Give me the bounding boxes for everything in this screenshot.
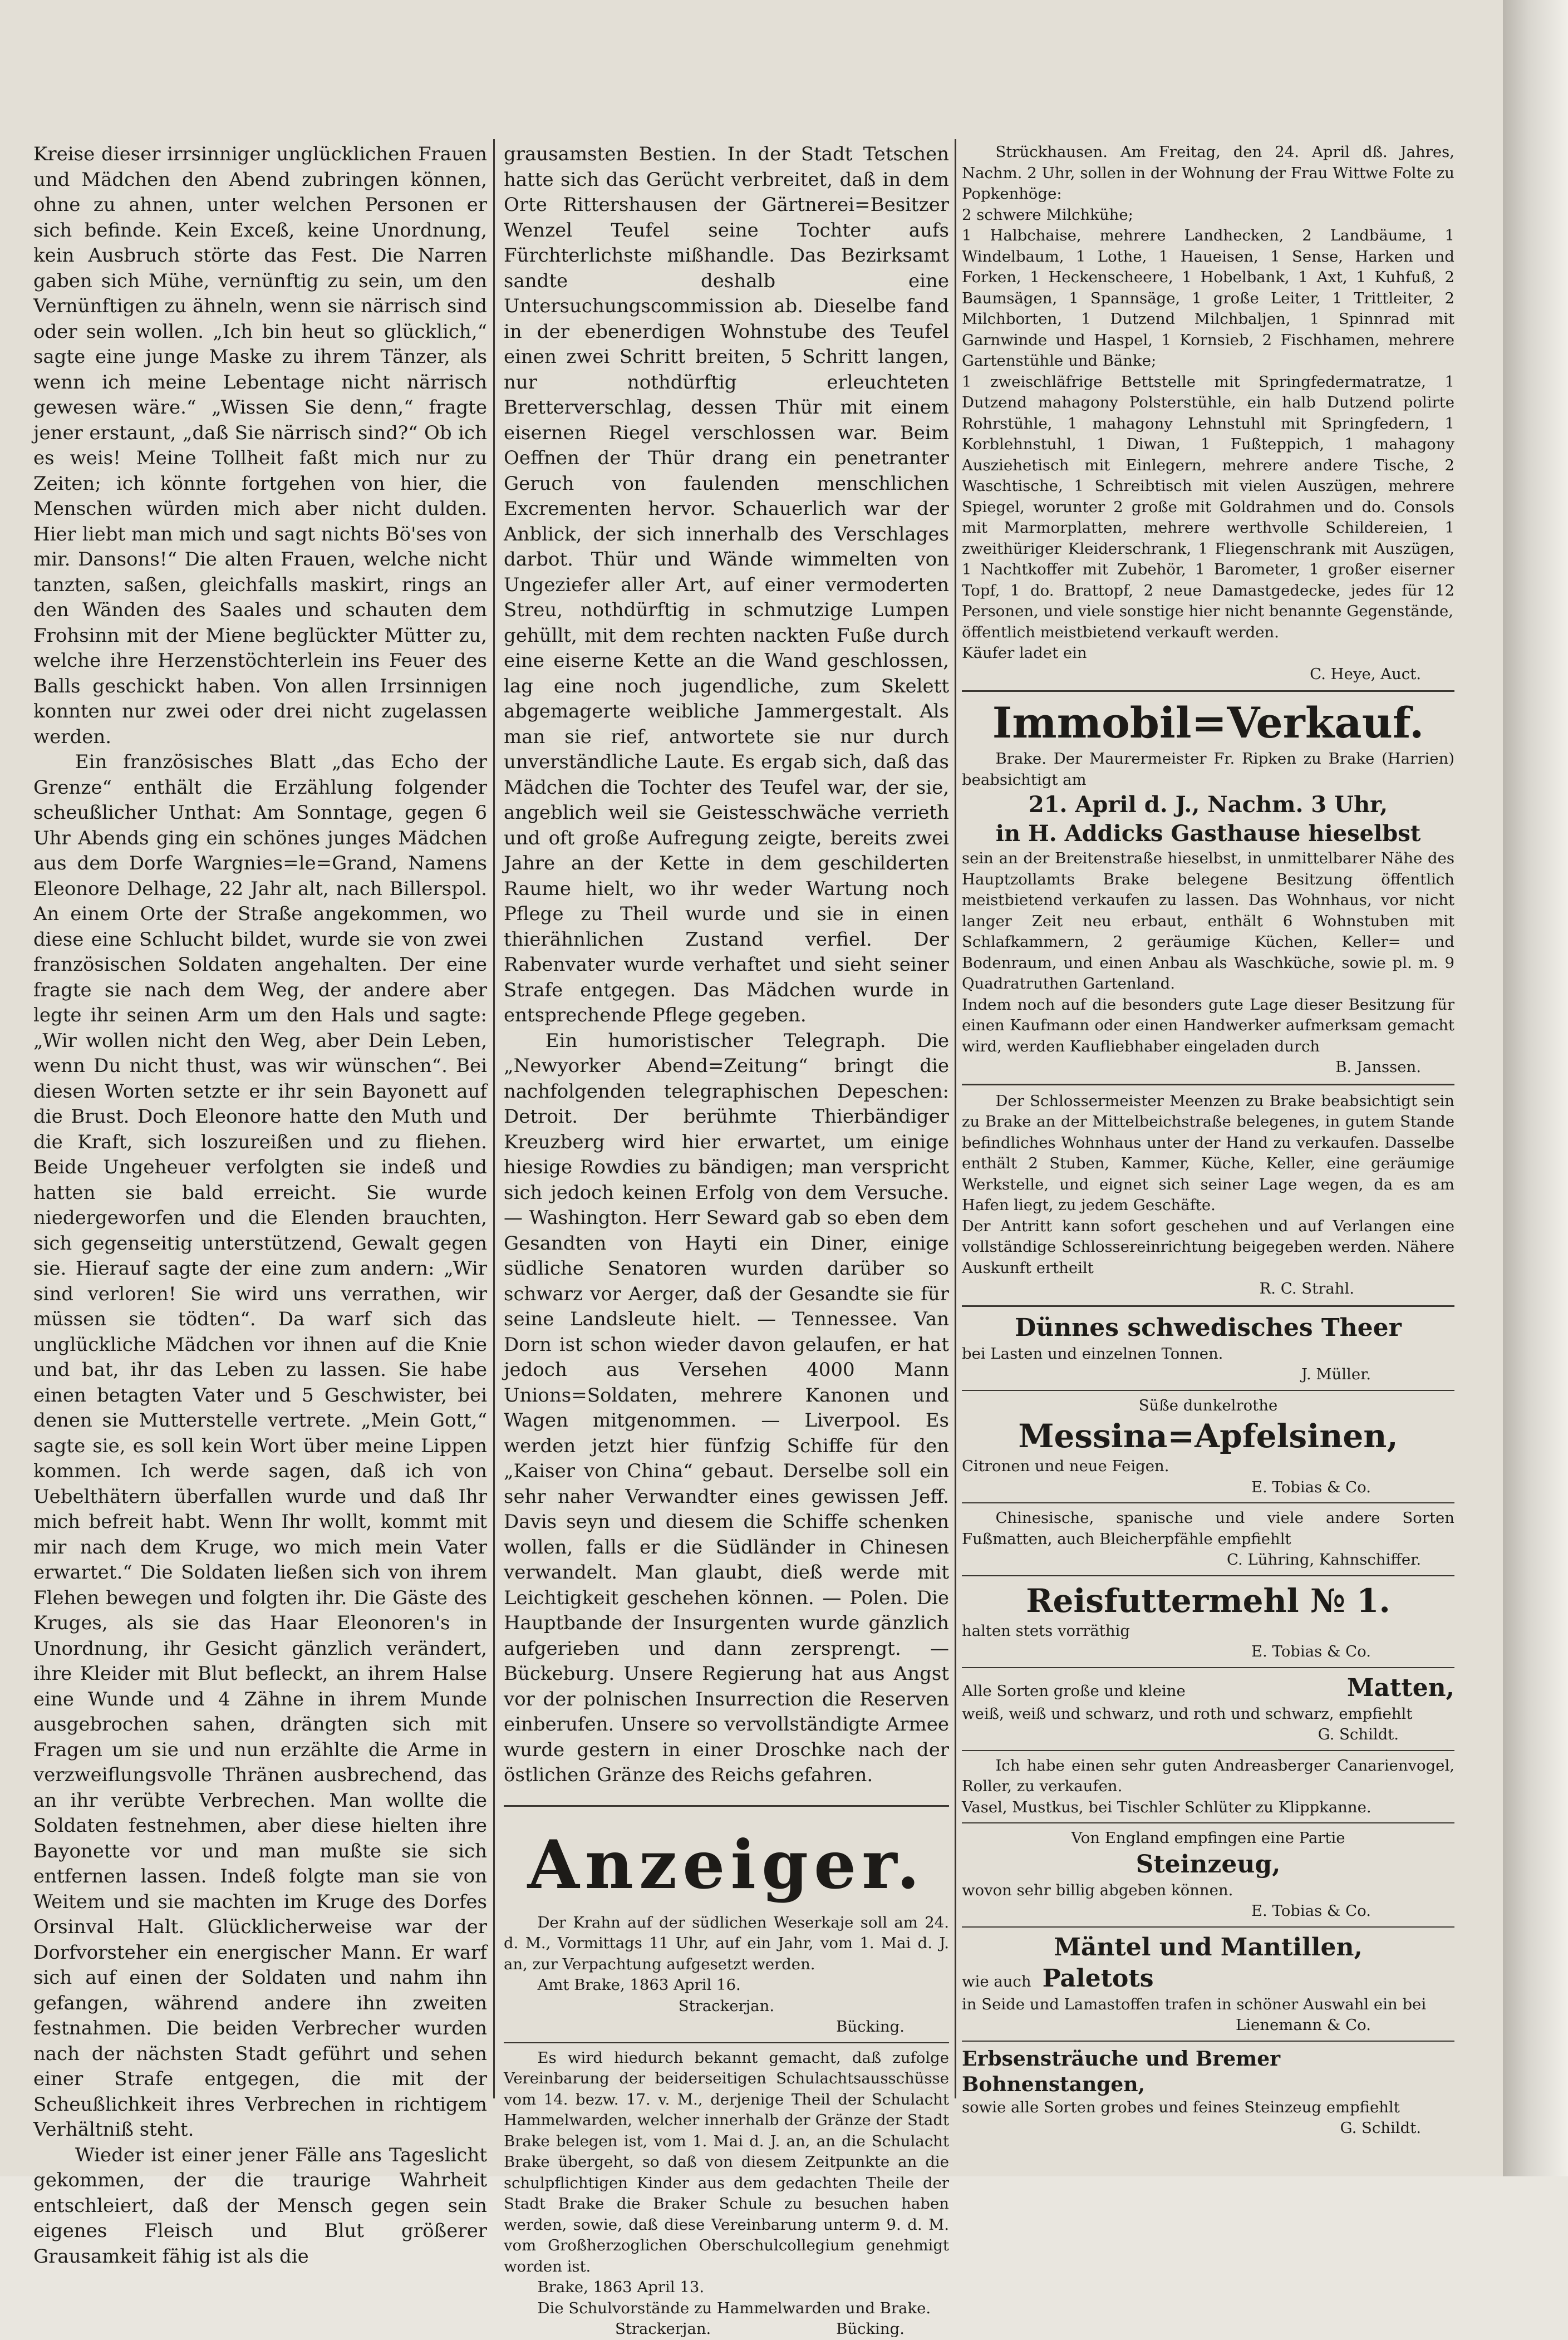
ad-mantel xyxy=(962,1932,1454,2036)
ad-signature: B. Janssen. xyxy=(1335,1058,1421,1076)
ad-signature: G. Schildt. xyxy=(1340,2119,1421,2137)
ad-text: Brake. Der Maurermeister Fr. Ripken zu Brake (Harrien) beabsichtigt am xyxy=(962,750,1454,789)
ad-schulacht xyxy=(504,2048,949,2340)
ad-heading: Reisfuttermehl № 1. xyxy=(1026,1581,1390,1620)
ad-rule xyxy=(504,2042,949,2043)
ad-signer: Bücking. xyxy=(836,2018,905,2036)
article-paragraph: Ein französisches Blatt „das Echo der Grenze“ enthält die Erzählung folgender scheußlicher Unthat: Am Sonntage, gegen 6 Uhr Abends ging ein schönes junges Mädchen aus dem Dorfe Wargnies=le=Grand, Namens Eleonore Delhage, 22 Jahr alt, nach Billerspol. An einem Orte der Straße angekommen, wo diese eine Schlucht bildet, wurde sie von zwei französischen Soldaten angehalten. Der eine fragte sie nach dem Weg, der andere aber legte ihr seinen Arm um den Hals und sagte: „Wir wollen nicht den Weg, aber Dein Leben, wenn Du nicht thust, was wir wünschen“. Bei diesen Worten setzte er ihr sein Bayonett auf die Brust. Doch Eleonore hatte den Muth und die Kraft, sich loszureißen und zu fliehen. Beide Ungeheuer verfolgten sie indeß und hatten sie bald erreicht. Sie wurde niedergeworfen und die Elenden brauchten, sich gegenseitig unterstützend, Gewalt gegen sie. Hierauf sagte der eine zum andern: „Wir sind verloren! Sie wird uns verrathen, wir müssen sie tödten“. Da warf sich das unglückliche Mädchen vor ihnen auf die Knie und bat, ihr das Leben zu lassen. Sie habe einen betagten Vater und 5 Geschwister, bei denen sie Mutterstelle vertrete. „Mein Gott,“ sagte sie, es soll kein Wort über meine Lippen kommen. Ich werde sagen, daß ich von Uebelthätern überfallen wurde und daß Ihr mich befreit habt. Wenn Ihr wollt, kommt mit mir nach dem Kruge, wo mich mein Vater erwartet.“ Die Soldaten ließen sich von ihrem Flehen bewegen und folgten ihr. Die Gäste des Kruges, als sie das Haar Eleonoren's in Unordnung, ihr Gesicht gänzlich verändert, ihre Kleider mit Blut befleckt, an ihrem Halse eine Wunde und 4 Zähne in ihrem Munde ausgebrochen sahen, drängten sich mit Fragen um sie und nun erzählte die Arme in verzweiflungsvolle Thränen ausbrechend, das an ihr verübte Verbrechen. Man wollte die Soldaten festnehmen, aber diese hielten ihre Bayonette vor und man mußte sie sich entfernen lassen. Indeß folgte man sie von Weitem und sie machten im Kruge des Dorfes Orsinval Halt. Glücklicherweise war der Dorfvorsteher ein energischer Mann. Er warf sich auf einen der Soldaten und nahm ihn gefangen, während andere ihn zweiten festnahmen. Die beiden Verbrecher wurden nach der nächsten Stadt geführt und sehen einer Strafe entgegen, die mit der Scheußlichkeit ihres Verbrechen in richtigem Verhältniß steht. xyxy=(33,751,487,2141)
ad-messina xyxy=(962,1395,1454,1498)
ad-text: halten stets vorräthig xyxy=(962,1621,1130,1640)
ad-matten xyxy=(962,1673,1454,1746)
ad-text: weiß, weiß und schwarz, und roth und schwarz, empfiehlt xyxy=(962,1704,1413,1723)
ad-text: in Seide und Lamastoffen trafen in schöner Auswahl ein bei xyxy=(962,1995,1427,2013)
ad-pretext: Alle Sorten große und kleine xyxy=(962,1682,1186,1700)
ad-auction xyxy=(962,142,1454,685)
ad-signature: R. C. Strahl. xyxy=(1259,1280,1354,1297)
ad-schlosser xyxy=(962,1091,1454,1300)
ad-rule xyxy=(962,1750,1454,1751)
ad-heading: Matten, xyxy=(1346,1673,1454,1702)
column-rule-right xyxy=(955,139,956,2098)
ad-rule xyxy=(962,2041,1454,2042)
ad-place-date: Brake, 1863 April 13. xyxy=(537,2278,705,2296)
article-paragraph: Wieder ist einer jener Fälle ans Tageslicht gekommen, der die traurige Wahrheit entschleiert, daß der Mensch gegen sein eigenes Fleisch und Blut größerer Grausamkeit fähig ist als die xyxy=(33,2144,487,2268)
ad-steinzeug xyxy=(962,1828,1454,1922)
ad-text: Der Schlossermeister Meenzen zu Brake beabsichtigt sein zu Brake an der Mittelbeichstraße belegenes, in gutem Stande befindliches Wohnhaus unter der Hand zu verkaufen. Dasselbe enthält 2 Stuben, Kammer, Küche, Keller, eine geräumige Werkstelle, und eignet sich seiner Lage wegen, da es am Hafen liegt, zu jedem Geschäfte. Der Antritt kann sofort geschehen und auf Verlangen eine vollständige Schlossereinrichtung beigegeben werden. Nähere Auskunft ertheilt xyxy=(962,1092,1454,1277)
ad-text: bei Lasten und einzelnen Tonnen. xyxy=(962,1344,1223,1363)
section-rule xyxy=(504,1805,949,1807)
ad-text: wovon sehr billig abgeben können. xyxy=(962,1881,1233,1899)
ad-pretext: wie auch xyxy=(962,1972,1031,1990)
ad-text: sein an der Breitenstraße hieselbst, in unmittelbarer Nähe des Hauptzollamts Brake belegene Besitzung öffentlich meistbietend verkaufen zu lassen. Das Wohnhaus, vor nicht langer Zeit neu erbaut, enthält 6 Wohnstuben mit Schlafkammern, 2 geräumige Küchen, Keller= und Bodenraum, und einen Anbau als Waschküche, sowie pl. m. 9 Quadratruthen Gartenland. Indem noch auf die besonders gute Lage dieser Besitzung für einen Kaufmann oder einen Handwerker aufmerksam gemacht wird, werden Kaufliebhaber eingeladen durch xyxy=(962,849,1454,1055)
ad-text: sowie alle Sorten grobes und feines Steinzeug empfiehlt xyxy=(962,2098,1400,2116)
ad-signature: Lienemann & Co. xyxy=(1235,2016,1371,2034)
ad-heading: Paletots xyxy=(1042,1964,1154,1993)
ad-fussmatten xyxy=(962,1508,1454,1571)
ad-reisfuttermehl xyxy=(962,1581,1454,1663)
ad-date-line: 21. April d. J., Nachm. 3 Uhr, xyxy=(1028,792,1388,818)
ad-rule xyxy=(962,1926,1454,1928)
ad-canarienvogel xyxy=(962,1756,1454,1818)
ad-signers: Die Schulvorstände zu Hammelwarden und Brake. xyxy=(537,2299,931,2317)
ad-erbsen xyxy=(962,2046,1454,2139)
ad-place-date: Amt Brake, 1863 April 16. xyxy=(537,1976,741,1994)
ad-text: Ich habe einen sehr guten Andreasberger Canarienvogel, Roller, zu verkaufen. xyxy=(962,1756,1454,1795)
article-paragraph: grausamsten Bestien. In der Stadt Tetschen hatte sich das Gerücht verbreitet, daß in dem Orte Rittershausen der Gärtnerei=Besitzer Wenzel Teufel seine Tochter aufs Fürchterlichste mißhandle. Das Bezirksamt sandte deshalb eine Untersuchungscommission ab. Dieselbe fand in der ebenerdigen Wohnstube des Teufel einen zwei Schritt breiten, 5 Schritt langen, nur nothdürftig erleuchteten Bretterverschlag, dessen Thür mit einem eisernen Riegel verschlossen war. Beim Oeffnen der Thür drang ein penetranter Geruch von faulenden menschlichen Excrementen hervor. Schauerlich war der Anblick, der sich innerhalb des Verschlages darbot. Thür und Wände wimmelten von Ungeziefer aller Art, auf einer vermoderten Streu, nothdürftig in schmutzige Lumpen gehüllt, mit dem rechten nackten Fuße durch eine eiserne Kette an die Wand geschlossen, lag eine noch jugendliche, zum Skelett abgemagerte weibliche Jammergestalt. Als man sie rief, antwortete sie nur durch unverständliche Laute. Es ergab sich, daß das Mädchen die Tochter des Teufel war, der sie, angeblich weil sie Geistesschwäche verrieth und oft große Aufregung zeigte, bereits zwei Jahre an der Kette in dem geschilderten Raume hielt, wo ihr weder Wartung noch Pflege zu Theil wurde und sie in einen thierähnlichen Zustand verfiel. Der Rabenvater wurde verhaftet und sieht seiner Strafe entgegen. Das Mädchen wurde in entsprechende Pflege gegeben. xyxy=(504,143,949,1026)
ad-text: Chinesische, spanische und viele andere Sorten Fußmatten, auch Bleicherpfähle empfiehlt xyxy=(962,1509,1454,1548)
ad-heading: Dünnes schwedisches Theer xyxy=(1015,1313,1402,1342)
ad-signature: E. Tobias & Co. xyxy=(1251,1478,1371,1496)
ad-signature: E. Tobias & Co. xyxy=(1251,1643,1371,1660)
page-edge xyxy=(1503,0,1568,2176)
ad-rule xyxy=(962,1084,1454,1085)
ad-text: Strückhausen. Am Freitag, den 24. April dß. Jahres, Nachm. 2 Uhr, sollen in der Wohnung der Frau Wittwe Folte zu Popkenhöge: 2 schwere Milchkühe; 1 Halbchaise, mehrere Landhecken, 2 Landbäume, 1 Windelbaum, 1 Lothe, 1 Haueisen, 1 Sense, Harken und Forken, 1 Heckenscheere, 1 Hobelbank, 1 Axt, 1 Kuhfuß, 2 Baumsägen, 1 Spannsäge, 1 große Leiter, 1 Trittleiter, 2 Milchborten, 1 Dutzend Milchbaljen, 1 Spinnrad mit Garnwinde und Haspel, 1 Kornsieb, 2 Fischhamen, mehrere Gartenstühle und Bänke; 1 zweischläfrige Bettstelle mit Springfedermatratze, 1 Dutzend mahagony Polsterstühle, ein halb Dutzend polirte Rohrstühle, 1 mahagony Lehnstuhl mit Springfedern, 1 Korblehnstuhl, 1 Diwan, 1 Fußteppich, 1 mahagony Ausziehetisch mit Einlegern, mehrere andere Tische, 2 Waschtische, 1 Schreibtisch mit vielen Auszügen, mehrere Spiegel, worunter 2 große mit Goldrahmen und do. Consols mit Marmorplatten, mehrere werthvolle Schildereien, 1 zweithüriger Kleiderschrank, 1 Fliegenschrank mit Auszügen, 1 Nachtkoffer mit Zubehör, 1 Barometer, 1 großer eiserner Topf, 1 do. Brattopf, 2 neue Damastgedecke, jedes für 12 Personen, und viele sonstige hier nicht benannte Gegenstände, öffentlich meistbietend verkauft werden. Käufer ladet ein xyxy=(962,143,1454,662)
ad-signer: Strackerjan. xyxy=(678,1997,775,2015)
ad-pretext: Süße dunkelrothe xyxy=(1138,1396,1278,1414)
ad-text: Es wird hiedurch bekannt gemacht, daß zufolge Vereinbarung der beiderseitigen Schulachtsausschüsse vom 14. bezw. 17. v. M., derjenige Theil der Schulacht Hammelwarden, welcher innerhalb der Gränze der Stadt Brake belegen ist, vom 1. Mai d. J. an, an die Schulacht Brake übergeht, so daß von diesem Zeitpunkte an die schulpflichtigen Kinder aus dem gedachten Theile der Stadt Brake die Braker Schule zu besuchen haben werden, sowie, daß diese Vereinbarung unterm 9. d. M. vom Großherzoglichen Oberschulcollegium genehmigt worden ist. xyxy=(504,2048,949,2275)
column-2 xyxy=(504,142,949,2340)
ad-pretext: Von England empfingen eine Partie xyxy=(1071,1829,1345,1847)
ad-rule xyxy=(962,1822,1454,1823)
ad-text: Citronen und neue Feigen. xyxy=(962,1457,1169,1475)
article-paragraph: Kreise dieser irrsinniger unglücklichen Frauen und Mädchen den Abend zubringen können, ohne zu ahnen, unter welchen Personen er sich befinde. Kein Exceß, keine Unordnung, kein Ausbruch störte das Fest. Die Narren gaben sich Mühe, vernünftig zu sein, um den Vernünftigen zu ähneln, wenn sie närrisch sind oder sein wollen. „Ich bin heut so glücklich,“ sagte eine junge Maske zu ihrem Tänzer, als wenn ich meine Lebentage nicht närrisch gewesen wäre.“ „Wissen Sie denn,“ fragte jener erstaunt, „daß Sie närrisch sind?“ Ob ich es weis! Meine Tollheit faßt mich nur zu Zeiten; ich könnte fortgehen von hier, die Menschen würden mich aber nicht dulden. Hier liebt man mich und sagt nichts Bö'ses von mir. Dansons!“ Die alten Frauen, welche nicht tanzten, saßen, gleichfalls maskirt, rings an den Wänden des Saales und schauten dem Frohsinn mit der Miene beglückter Mütter zu, welche ihre Herzenstöchterlein ins Feuer des Balls geschickt haben. Von allen Irrsinnigen konnten nur zwei oder drei nicht zugelassen werden. xyxy=(33,143,487,748)
ad-rule xyxy=(962,1575,1454,1576)
ad-heading: Immobil=Verkauf. xyxy=(992,698,1424,748)
ad-signature: J. Müller. xyxy=(1301,1365,1371,1383)
ad-rule xyxy=(962,690,1454,692)
ad-signer: Bücking. xyxy=(836,2320,905,2338)
ad-rule xyxy=(962,1667,1454,1668)
ad-rule xyxy=(962,1502,1454,1503)
ad-heading: Mäntel und Mantillen, xyxy=(1054,1933,1363,1962)
column-3 xyxy=(962,142,1454,2139)
ad-signature: E. Tobias & Co. xyxy=(1251,1902,1371,1920)
ad-rule xyxy=(962,1390,1454,1391)
ad-signature: Vasel, Mustkus, bei Tischler Schlüter zu Klippkanne. xyxy=(962,1798,1372,1816)
ad-signature: C. Lühring, Kahnschiffer. xyxy=(1226,1551,1421,1569)
ad-heading: Steinzeug, xyxy=(1136,1850,1281,1879)
ad-date-line: in H. Addicks Gasthause hieselbst xyxy=(995,820,1421,847)
ad-krahn xyxy=(504,1913,949,2038)
ad-rule xyxy=(962,1305,1454,1307)
ad-heading-row xyxy=(962,1963,1454,1994)
ad-heading-row xyxy=(962,1673,1454,1704)
ad-heading: Erbsensträuche und Bremer Bohnenstangen, xyxy=(962,2047,1281,2096)
ad-signer-row xyxy=(504,2319,949,2340)
anzeiger-heading: Anzeiger. xyxy=(527,1825,926,1904)
ad-heading: Messina=Apfelsinen, xyxy=(1018,1417,1398,1455)
ad-immobil xyxy=(962,697,1454,1078)
article-paragraph: Ein humoristischer Telegraph. Die „Newyorker Abend=Zeitung“ bringt die nachfolgenden telegraphischen Depeschen: Detroit. Der berühmte Thierbändiger Kreuzberg wird hier erwartet, um einige hiesige Rowdies zu bändigen; man verspricht sich jedoch keinen Erfolg von dem Versuche. — Washington. Herr Seward gab so eben dem Gesandten von Hayti ein Diner, einige südliche Senatoren wurden darüber so schwarz vor Aerger, daß der Gesandte sie für seine Landsleute hielt. — Tennessee. Van Dorn ist schon wieder davon gelaufen, er hat jedoch aus Versehen 4000 Mann Unions=Soldaten, mehrere Kanonen und Wagen mitgenommen. — Liverpool. Es werden jetzt hier fünfzig Schiffe für den „Kaiser von China“ gebaut. Derselbe soll ein sehr naher Verwandter eines gewissen Jeff. Davis seyn und diesem die Schiffe schenken wollen, falls er die Südländer in Chinesen verwandelt. Man glaubt, dieß werde mit Leichtigkeit geschehen können. — Polen. Die Hauptbande der Insurgenten wurde gänzlich aufgerieben und dann zersprengt. — Bückeburg. Unsere Regierung hat aus Angst vor der polnischen Insurrection die Reserven einberufen. Unsere so vervollständigte Armee wurde gestern in einer Droschke nach der östlichen Gränze des Reichs gefahren. xyxy=(504,1029,949,1786)
column-1 xyxy=(33,142,487,2269)
column-rule-left xyxy=(493,139,495,2098)
ad-theer xyxy=(962,1312,1454,1385)
ad-signature: C. Heye, Auct. xyxy=(1310,665,1421,683)
ad-signature: G. Schildt. xyxy=(1318,1725,1399,1743)
ad-signer: Strackerjan. xyxy=(615,2320,711,2338)
ad-text: Der Krahn auf der südlichen Weserkaje soll am 24. d. M., Vormittags 11 Uhr, auf ein Jahr, vom 1. Mai d. J. an, zur Verpachtung aufgesetzt werden. xyxy=(504,1913,949,1973)
